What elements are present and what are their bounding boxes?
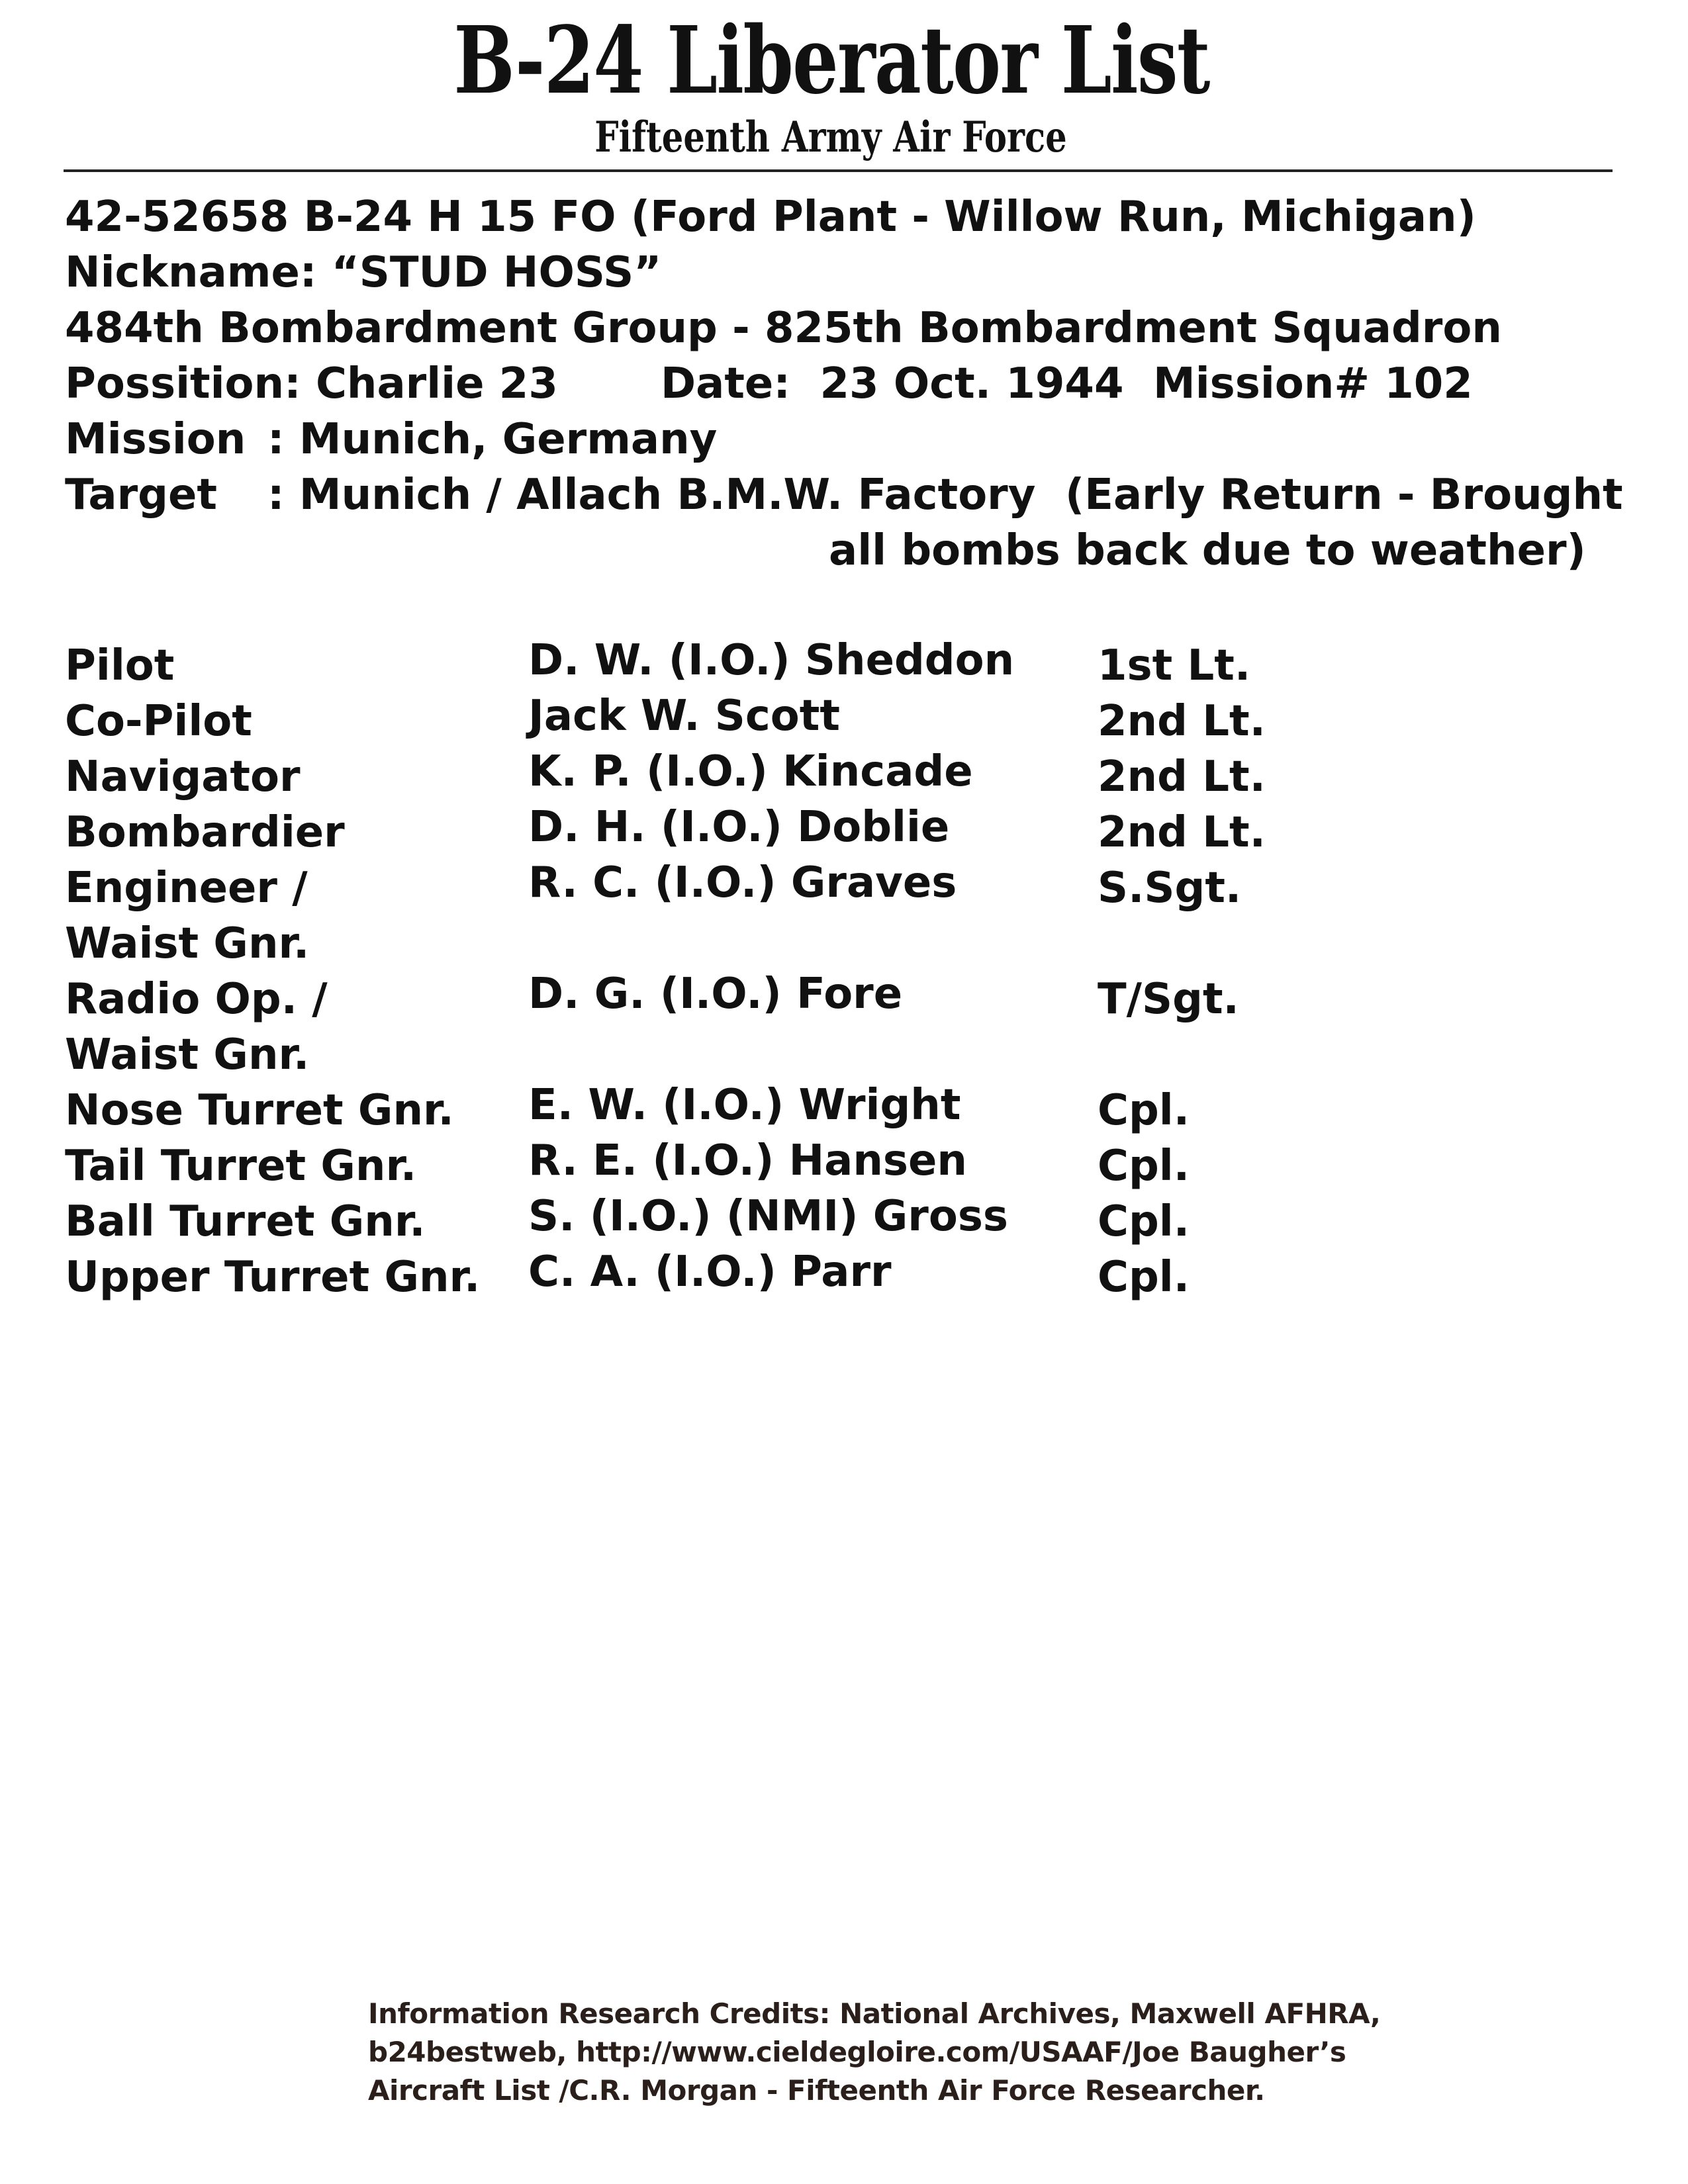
- target-label: Target: [65, 471, 217, 520]
- crew-name: R. C. (I.O.) Graves: [528, 858, 957, 907]
- credits-line: Information Research Credits: National Archives, Maxwell AFHRA,: [368, 1997, 1381, 2030]
- crew-rank: Cpl.: [1098, 1253, 1190, 1302]
- crew-role: Upper Turret Gnr.: [65, 1253, 481, 1302]
- target-line: [65, 469, 1623, 522]
- crew-role: Engineer / Waist Gnr.: [65, 864, 310, 968]
- header-divider: [64, 169, 1613, 172]
- crew-role: Bombardier: [65, 808, 345, 857]
- aircraft-nickname-line: Nickname: “STUD HOSS”: [65, 248, 662, 297]
- crew-rank: T/Sgt.: [1098, 975, 1239, 1024]
- crew-name: Jack W. Scott: [528, 692, 840, 741]
- position-label: Possition: Charlie 23: [65, 359, 558, 408]
- crew-name: D. H. (I.O.) Doblie: [528, 803, 950, 852]
- mission-value: : Munich, Germany: [267, 415, 718, 464]
- target-value-continued: all bombs back due to weather): [829, 526, 1586, 575]
- aircraft-serial-line: 42-52658 B-24 H 15 FO (Ford Plant - Willow Run, Michigan): [65, 193, 1476, 242]
- credits-line: Aircraft List /C.R. Morgan - Fifteenth Air Force Researcher.: [368, 2074, 1265, 2107]
- crew-role: Ball Turret Gnr.: [65, 1197, 426, 1246]
- crew-role: Nose Turret Gnr.: [65, 1086, 454, 1135]
- mission-line: [65, 413, 793, 466]
- crew-role: Co-Pilot: [65, 697, 252, 746]
- aircraft-group-line: 484th Bombardment Group - 825th Bombardment Squadron: [65, 304, 1502, 353]
- crew-name: S. (I.O.) (NMI) Gross: [528, 1192, 1008, 1241]
- crew-rank: 2nd Lt.: [1098, 697, 1266, 746]
- target-value: : Munich / Allach B.M.W. Factory (Early Return - Brought: [267, 471, 1623, 520]
- crew-name: K. P. (I.O.) Kincade: [528, 747, 973, 796]
- crew-name: D. W. (I.O.) Sheddon: [528, 636, 1015, 685]
- crew-name: E. W. (I.O.) Wright: [528, 1081, 961, 1130]
- position-date-line: [65, 357, 1473, 410]
- crew-rank: Cpl.: [1098, 1086, 1190, 1135]
- crew-role: Pilot: [65, 641, 175, 690]
- crew-rank: 2nd Lt.: [1098, 808, 1266, 857]
- crew-name: C. A. (I.O.) Parr: [528, 1248, 892, 1297]
- mission-label: Mission: [65, 415, 246, 464]
- crew-role: Navigator: [65, 752, 301, 801]
- crew-rank: S.Sgt.: [1098, 864, 1242, 913]
- crew-role: Tail Turret Gnr.: [65, 1142, 417, 1191]
- crew-rank: 2nd Lt.: [1098, 752, 1266, 801]
- crew-role: Radio Op. / Waist Gnr.: [65, 975, 328, 1079]
- research-credits: [368, 1995, 1381, 2110]
- crew-name: R. E. (I.O.) Hansen: [528, 1136, 967, 1185]
- crew-name: D. G. (I.O.) Fore: [528, 970, 903, 1019]
- page-title: B-24 Liberator List: [453, 7, 1209, 115]
- page-subtitle: Fifteenth Army Air Force: [594, 113, 1067, 162]
- date-mission-label: Date: 23 Oct. 1944 Mission# 102: [661, 359, 1473, 408]
- credits-line: b24bestweb, http://www.cieldegloire.com/USAAF/Joe Baugher’s: [368, 2036, 1346, 2068]
- crew-rank: 1st Lt.: [1098, 641, 1251, 690]
- crew-rank: Cpl.: [1098, 1142, 1190, 1191]
- crew-rank: Cpl.: [1098, 1197, 1190, 1246]
